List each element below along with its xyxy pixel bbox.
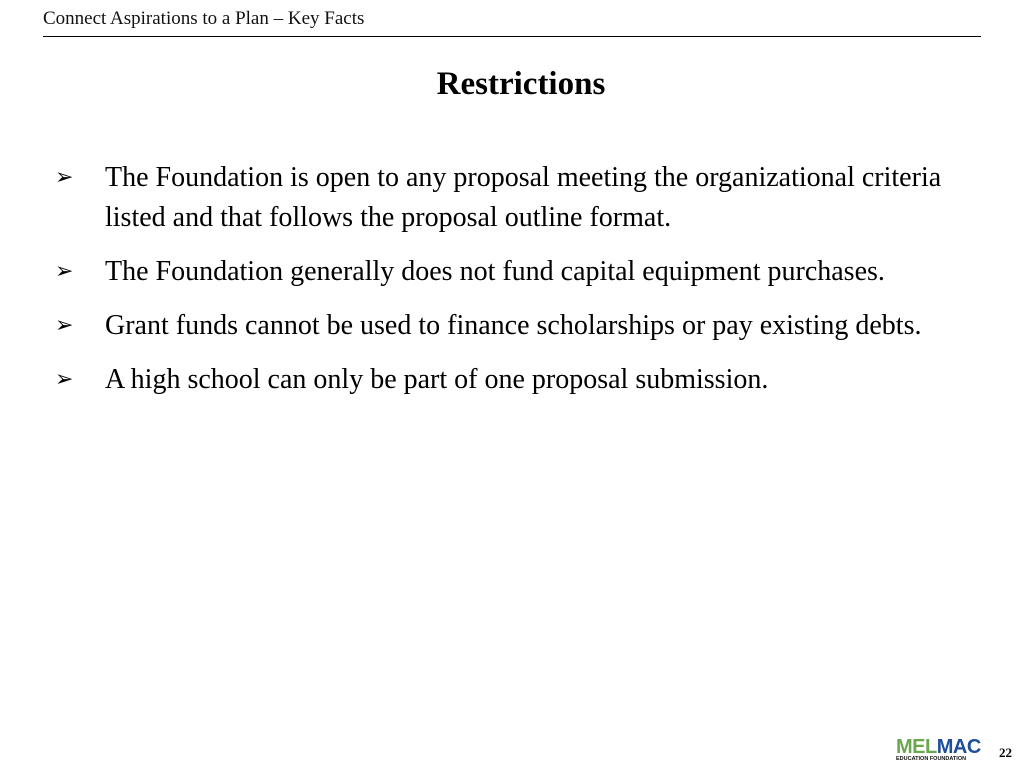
bullet-list: [55, 158, 980, 414]
page-number: 22: [999, 745, 1012, 760]
header-divider: [43, 36, 981, 37]
logo-part-mac: MAC: [936, 736, 981, 758]
slide-title: Restrictions: [436, 66, 606, 102]
arrow-bullet-icon: ➢: [55, 165, 74, 190]
melmac-logo: [896, 738, 982, 764]
bullet-text: The Foundation is open to any proposal meeting the organizational criteria listed and that follows the proposal outline format.: [105, 162, 942, 233]
slide-header: Connect Aspirations to a Plan – Key Facts: [43, 8, 365, 29]
arrow-bullet-icon: ➢: [55, 313, 74, 338]
logo-part-mel: MEL: [896, 736, 937, 758]
bullet-item: [55, 360, 980, 400]
arrow-bullet-icon: ➢: [55, 367, 74, 392]
bullet-item: [55, 252, 980, 292]
logo-wordmark: [896, 738, 982, 756]
arrow-bullet-icon: ➢: [55, 259, 74, 284]
bullet-text: Grant funds cannot be used to finance scholarships or pay existing debts.: [105, 310, 922, 341]
bullet-text: A high school can only be part of one proposal submission.: [105, 364, 769, 395]
logo-subtitle: EDUCATION FOUNDATION: [896, 756, 967, 762]
bullet-text: The Foundation generally does not fund capital equipment purchases.: [105, 256, 885, 287]
bullet-item: [55, 158, 980, 238]
bullet-item: [55, 306, 980, 346]
